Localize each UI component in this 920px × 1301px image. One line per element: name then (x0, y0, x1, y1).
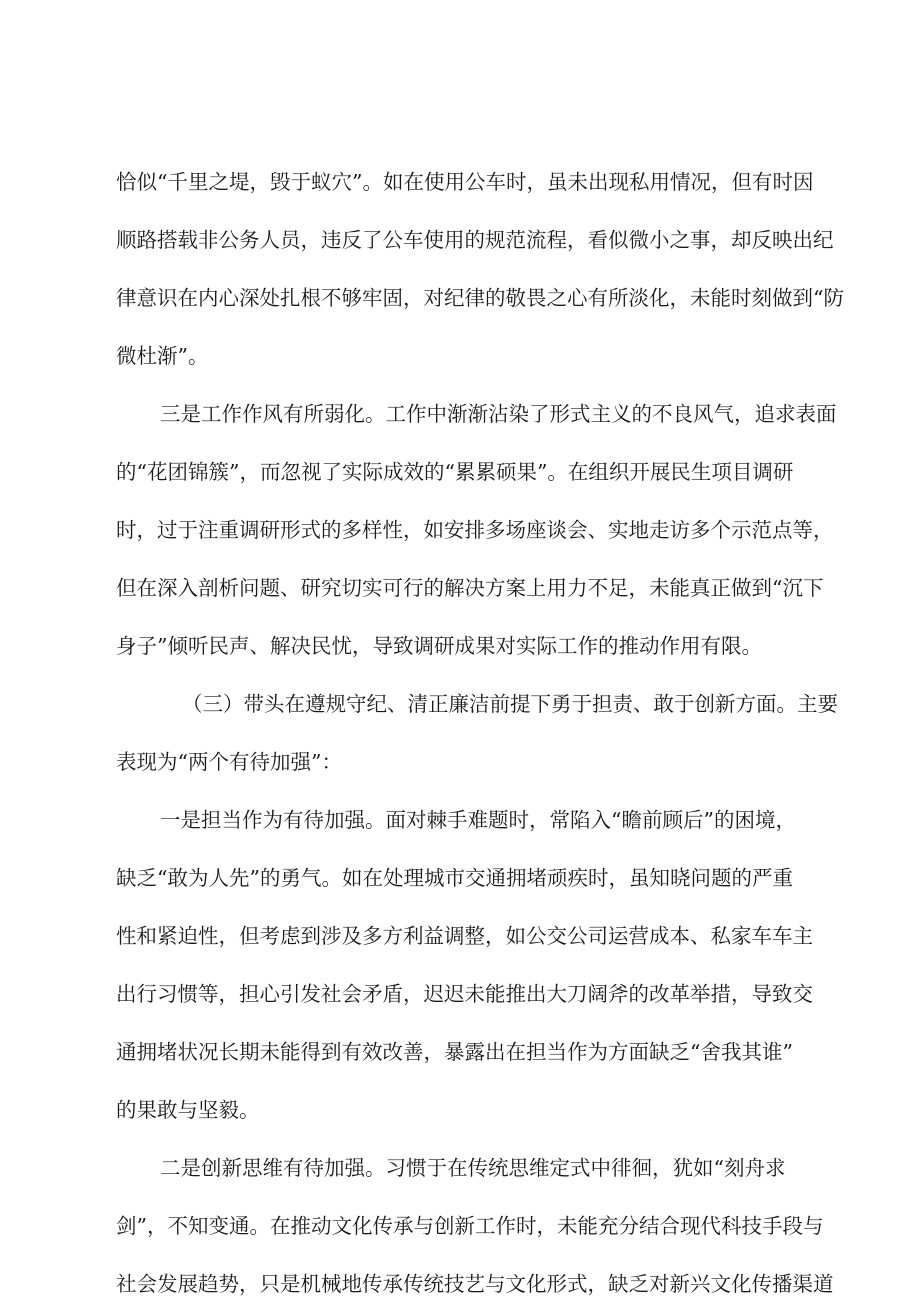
text-line: 性和紧迫性，但考虑到涉及多方利益调整，如公交公司运营成本、私家车车主 (116, 924, 813, 948)
text-line: 时，过于注重调研形式的多样性，如安排多场座谈会、实地走访多个示范点等， (116, 518, 834, 542)
text-line: 的果敢与坚毅。 (116, 1098, 260, 1122)
text-line: 律意识在内心深处扎根不够牢固，对纪律的敬畏之心有所淡化，未能时刻做到“防 (116, 286, 844, 310)
text-line: 表现为“两个有待加强”： (116, 750, 342, 774)
text-line: 顺路搭载非公务人员，违反了公车使用的规范流程，看似微小之事，却反映出纪 (116, 228, 834, 252)
text-line: 出行习惯等，担心引发社会矛盾，迟迟未能推出大刀阔斧的改革举措，导致交 (116, 982, 813, 1006)
text-line: 微杜渐”。 (116, 344, 209, 368)
text-line: 缺乏“敢为人先”的勇气。如在处理城市交通拥堵顽疾时，虽知晓问题的严重 (116, 866, 793, 890)
text-line: 恰似“千里之堤，毁于蚁穴”。如在使用公车时，虽未出现私用情况，但有时因 (116, 170, 814, 194)
paragraph-start-line: 一是担当作为有待加强。面对棘手难题时，常陷入“瞻前顾后”的困境， (160, 808, 796, 832)
paragraph-start-line: 三是工作作风有所弱化。工作中渐渐沾染了形式主义的不良风气，追求表面 (160, 402, 837, 426)
text-line: 身子”倾听民声、解决民忧，导致调研成果对实际工作的推动作用有限。 (116, 634, 762, 658)
text-line: 剑”，不知变通。在推动文化传承与创新工作时，未能充分结合现代科技手段与 (116, 1214, 824, 1238)
text-line: 但在深入剖析问题、研究切实可行的解决方案上用力不足，未能真正做到“沉下 (116, 576, 824, 600)
text-line: 社会发展趋势，只是机械地传承传统技艺与文化形式，缺乏对新兴文化传播渠道 (116, 1272, 834, 1296)
text-line: 通拥堵状况长期未能得到有效改善，暴露出在担当作为方面缺乏“舍我其谁” (116, 1040, 793, 1064)
text-line: 的“花团锦簇”，而忽视了实际成效的“累累硕果”。在组织开展民生项目调研 (116, 460, 794, 484)
paragraph-start-line: 二是创新思维有待加强。习惯于在传统思维定式中徘徊，犹如“刻舟求 (160, 1156, 786, 1180)
section-heading-line: （三）带头在遵规守纪、清正廉洁前提下勇于担责、敢于创新方面。主要 (182, 692, 838, 716)
